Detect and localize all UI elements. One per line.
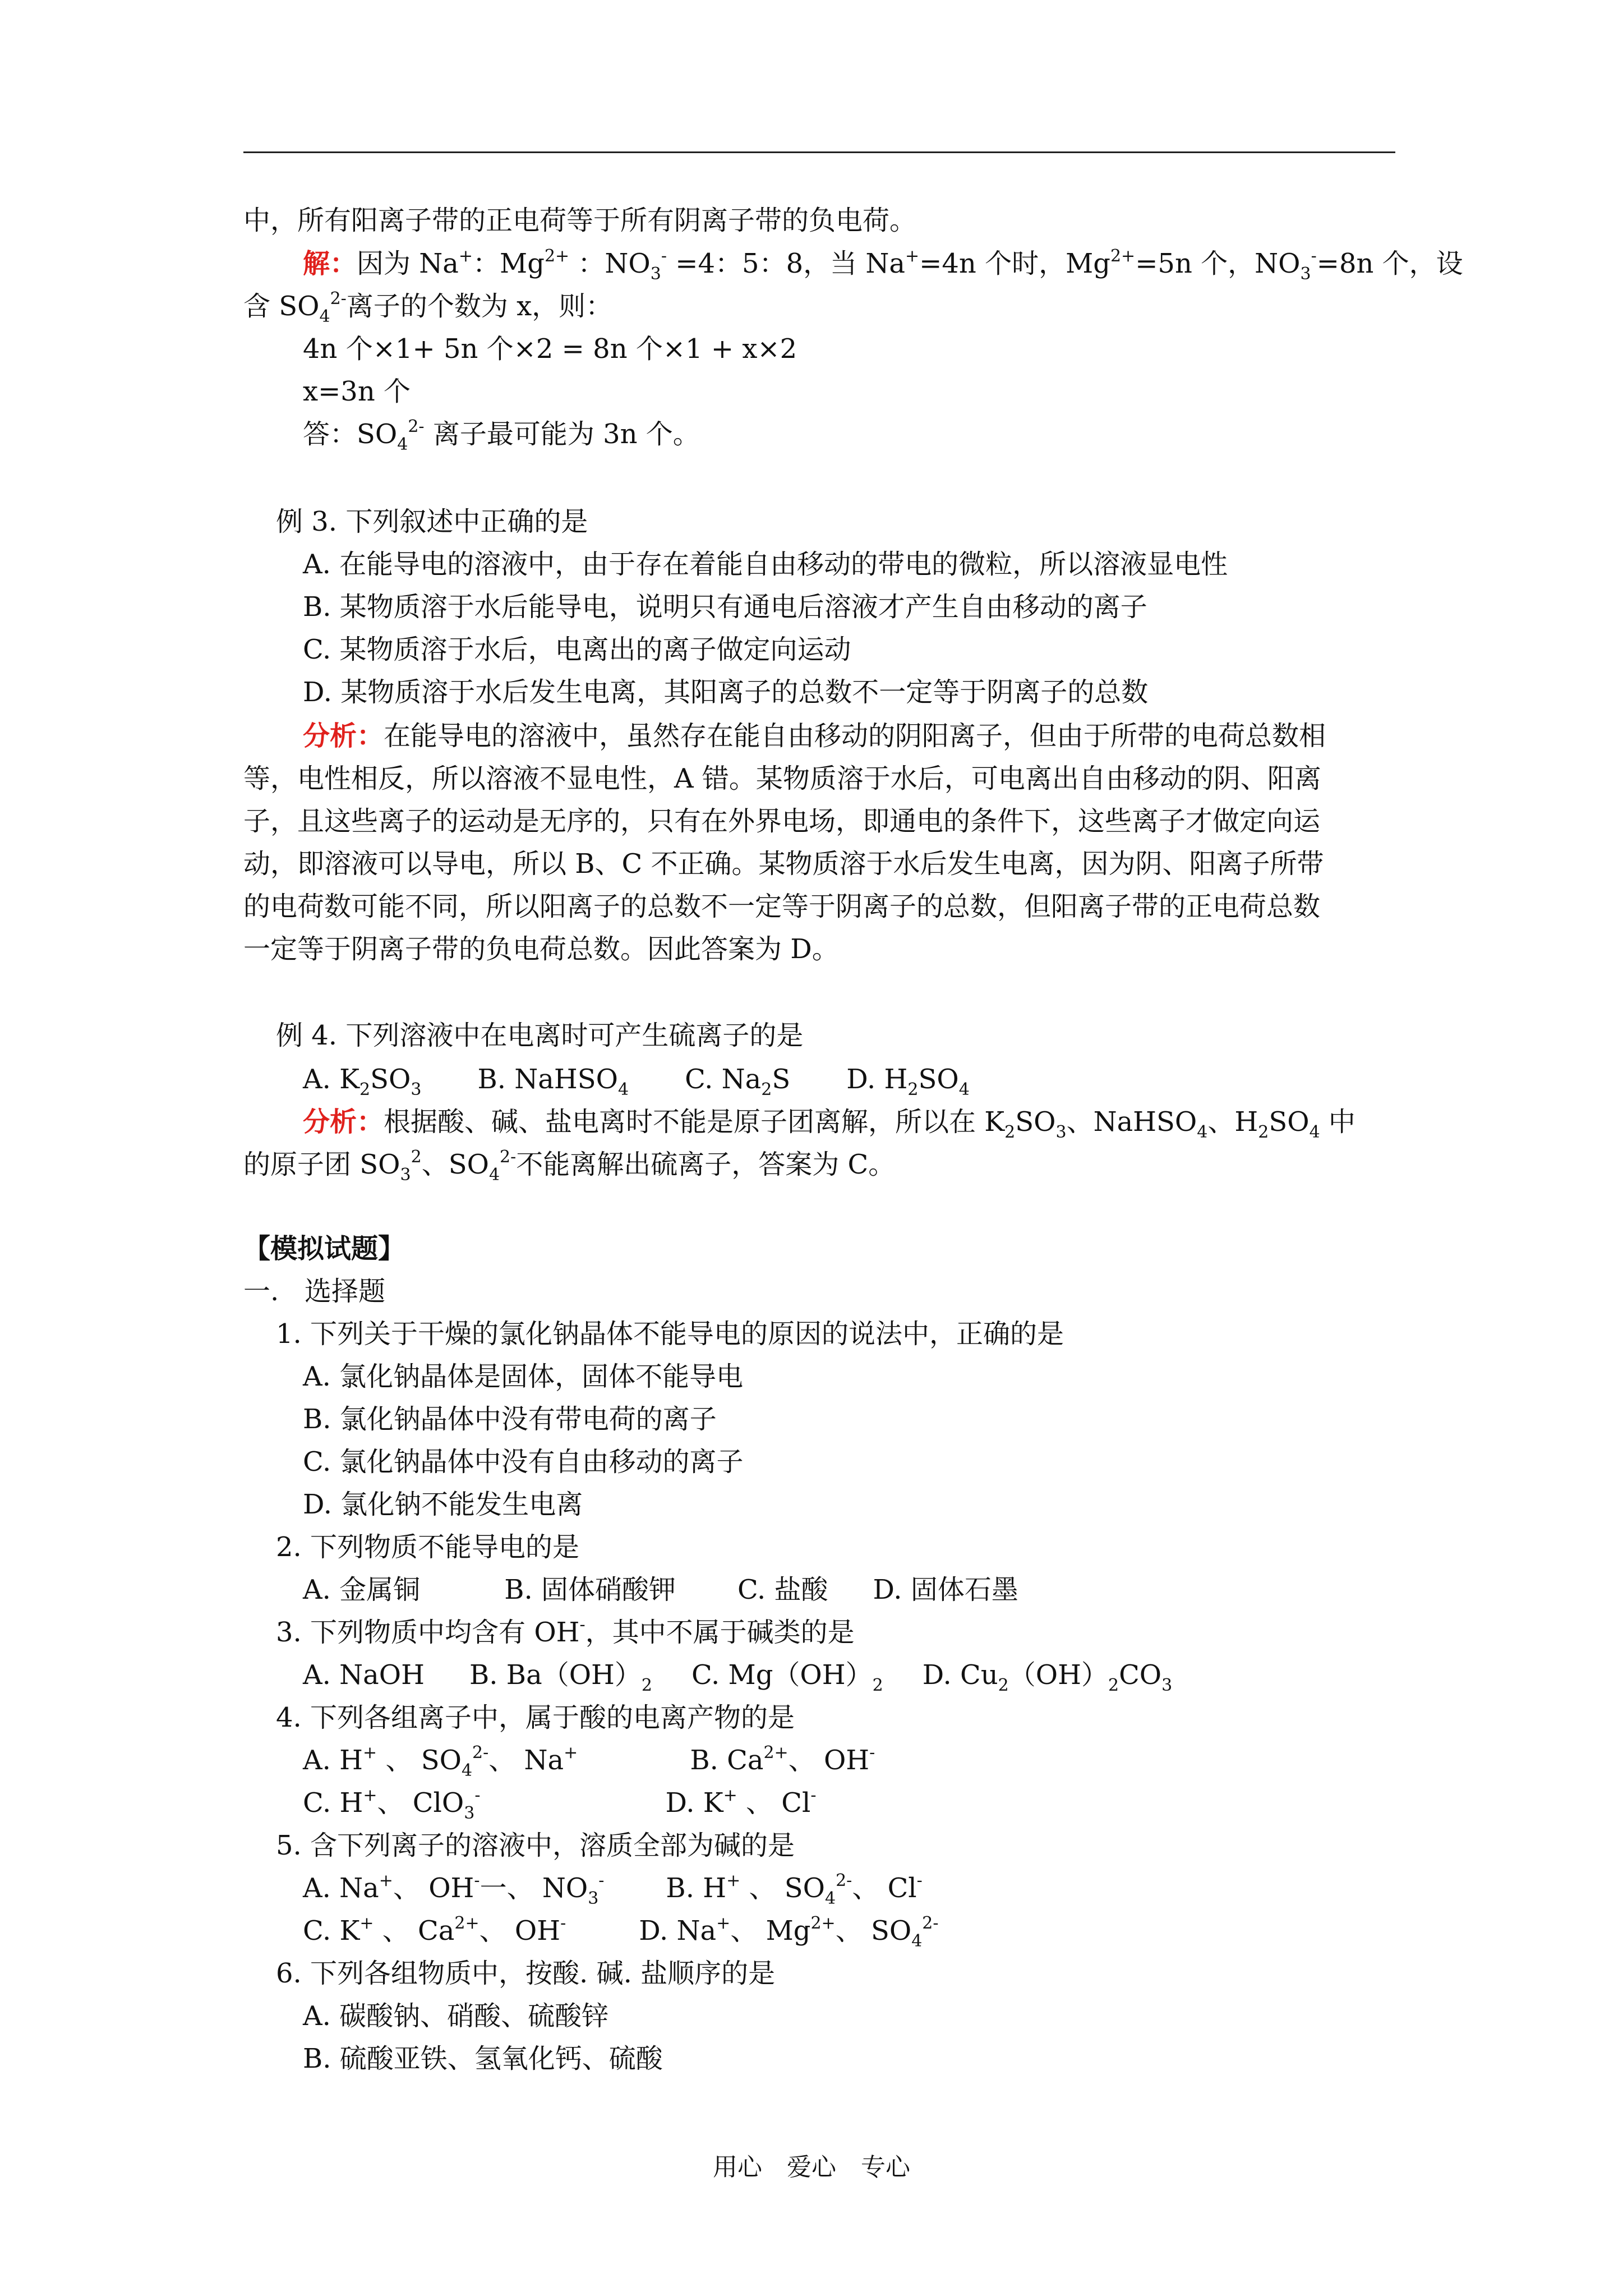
solution-equation-2: x=3n 个	[303, 376, 411, 407]
q5-options-row1: A. Na+、 OH-一、 $NO_3^-$ B. H+ 、 $SO_4^{2-}$、 Cl-	[303, 1871, 923, 1908]
sim-section: 一. 选择题	[243, 1276, 386, 1307]
q5-options-row2: C. K+ 、 $Ca^{2+}$、 OH- D. Na+、 $Mg^{2+}$、 $SO_4^{2-}$	[303, 1913, 939, 1951]
example3-analysis-line-5: 的电荷数可能不同，所以阳离子的总数不一定等于阴离子的总数，但阳离子带的正电荷总数	[243, 891, 1321, 922]
example3-analysis-line-2: 等，电性相反，所以溶液不显电性，A 错。某物质溶于水后，可电离出自由移动的阴、阳离	[243, 763, 1321, 794]
example3-analysis-line-3: 子，且这些离子的运动是无序的，只有在外界电场，即通电的条件下，这些离子才做定向运	[243, 806, 1321, 837]
example3-analysis-line-4: 动，即溶液可以导电，所以 B、C 不正确。某物质溶于水后发生电离，因为阴、阳离子所带	[243, 848, 1324, 880]
example3-option-b: B. 某物质溶于水后能导电，说明只有通电后溶液才产生自由移动的离子	[303, 591, 1147, 623]
q4-options-row1: A. H+ 、 $SO_4^{2-}$、 Na+ B. $Ca^{2+}$、 OH-	[303, 1743, 875, 1780]
solution-label: 解：	[303, 248, 357, 279]
q1-option-b: B. 氯化钠晶体中没有带电荷的离子	[303, 1404, 717, 1435]
intro-text: 中，所有阳离子带的正电荷等于所有阴离子带的负电荷。	[243, 205, 917, 236]
q2-text: 2. 下列物质不能导电的是	[276, 1531, 580, 1563]
header-rule	[243, 151, 1395, 153]
q1-text: 1. 下列关于干燥的氯化钠晶体不能导电的原因的说法中，正确的是	[276, 1318, 1064, 1350]
solution-equation-1: 4n 个×1+ 5n 个×2 = 8n 个×1 + x×2	[303, 333, 797, 365]
example3-analysis-line-1: 分析：在能导电的溶液中，虽然存在能自由移动的阴阳离子，但由于所带的电荷总数相	[303, 720, 1326, 752]
analysis-label: 分析：	[303, 720, 384, 752]
q2-options: A. 金属铜 B. 固体硝酸钾 C. 盐酸 D. 固体石墨	[303, 1574, 1018, 1605]
intro-line	[243, 204, 916, 237]
q3-options: A. NaOH B. $Ba(OH)_2$ C. $Mg(OH)_2$ D. $Cu_2(OH)_2CO_3$	[303, 1659, 1173, 1695]
example4-options: A. $K_2SO_3$ B. NaHSO$_4$ C. $Na_2S$ D. $H_2SO_4$	[303, 1064, 970, 1099]
q1-option-a: A. 氯化钠晶体是固体，固体不能导电	[303, 1361, 744, 1392]
example3-option-d: D. 某物质溶于水后发生电离，其阳离子的总数不一定等于阴离子的总数	[303, 677, 1149, 708]
q6-option-b: B. 硫酸亚铁、氢氧化钙、硫酸	[303, 2043, 663, 2074]
example4-analysis-line-1: 分析：根据酸、碱、盐电离时不能是原子团离解，所以在 $K_2SO_3$、NaHSO$_4$、$H_2SO_4$ 中	[303, 1106, 1355, 1142]
solution-line-1: 解：因为 Na+：$Mg^{2+}$ ：$NO_3^- =4$：5：8，当 Na+=4n 个时，$Mg^{2+}=5n$ 个，$NO_3^-=8n$ 个，设	[303, 246, 1463, 284]
q4-options-row2: C. H+、 ClO$_3$- D. K+ 、 Cl-	[303, 1786, 817, 1823]
q4-text: 4. 下列各组离子中，属于酸的电离产物的是	[276, 1702, 795, 1733]
example3-option-c: C. 某物质溶于水后，电离出的离子做定向运动	[303, 634, 851, 665]
q6-option-a: A. 碳酸钠、硝酸、硫酸锌	[303, 2000, 609, 2032]
example4-analysis-line-2: 的原子团 $SO_3^2$、$SO_4^{2-}$不能离解出硫离子，答案为 C。	[243, 1147, 896, 1185]
q1-option-c: C. 氯化钠晶体中没有自由移动的离子	[303, 1446, 744, 1478]
sim-title: 【模拟试题】	[243, 1233, 405, 1264]
solution-answer: 答：$SO_4^{2-}$ 离子最可能为 3n 个。	[303, 417, 700, 454]
example3-option-a: A. 在能导电的溶液中，由于存在着能自由移动的带电的微粒，所以溶液显电性	[303, 549, 1228, 580]
example3-question: 例 3. 下列叙述中正确的是	[276, 506, 588, 537]
analysis-label: 分析：	[303, 1106, 384, 1138]
q1-option-d: D. 氯化钠不能发生电离	[303, 1489, 583, 1520]
page-footer: 用心 爱心 专心	[713, 2153, 910, 2182]
example3-analysis-line-6: 一定等于阴离子带的负电荷总数。因此答案为 D。	[243, 933, 839, 965]
example4-question: 例 4. 下列溶液中在电离时可产生硫离子的是	[276, 1020, 804, 1051]
q6-text: 6. 下列各组物质中，按酸. 碱. 盐顺序的是	[276, 1958, 776, 1989]
q3-text: 3. 下列物质中均含有 OH-，其中不属于碱类的是	[276, 1615, 855, 1648]
solution-line-2: 含 $SO_4^{2-}$离子的个数为 x，则：	[243, 289, 613, 326]
q5-text: 5. 含下列离子的溶液中，溶质全部为碱的是	[276, 1830, 795, 1861]
